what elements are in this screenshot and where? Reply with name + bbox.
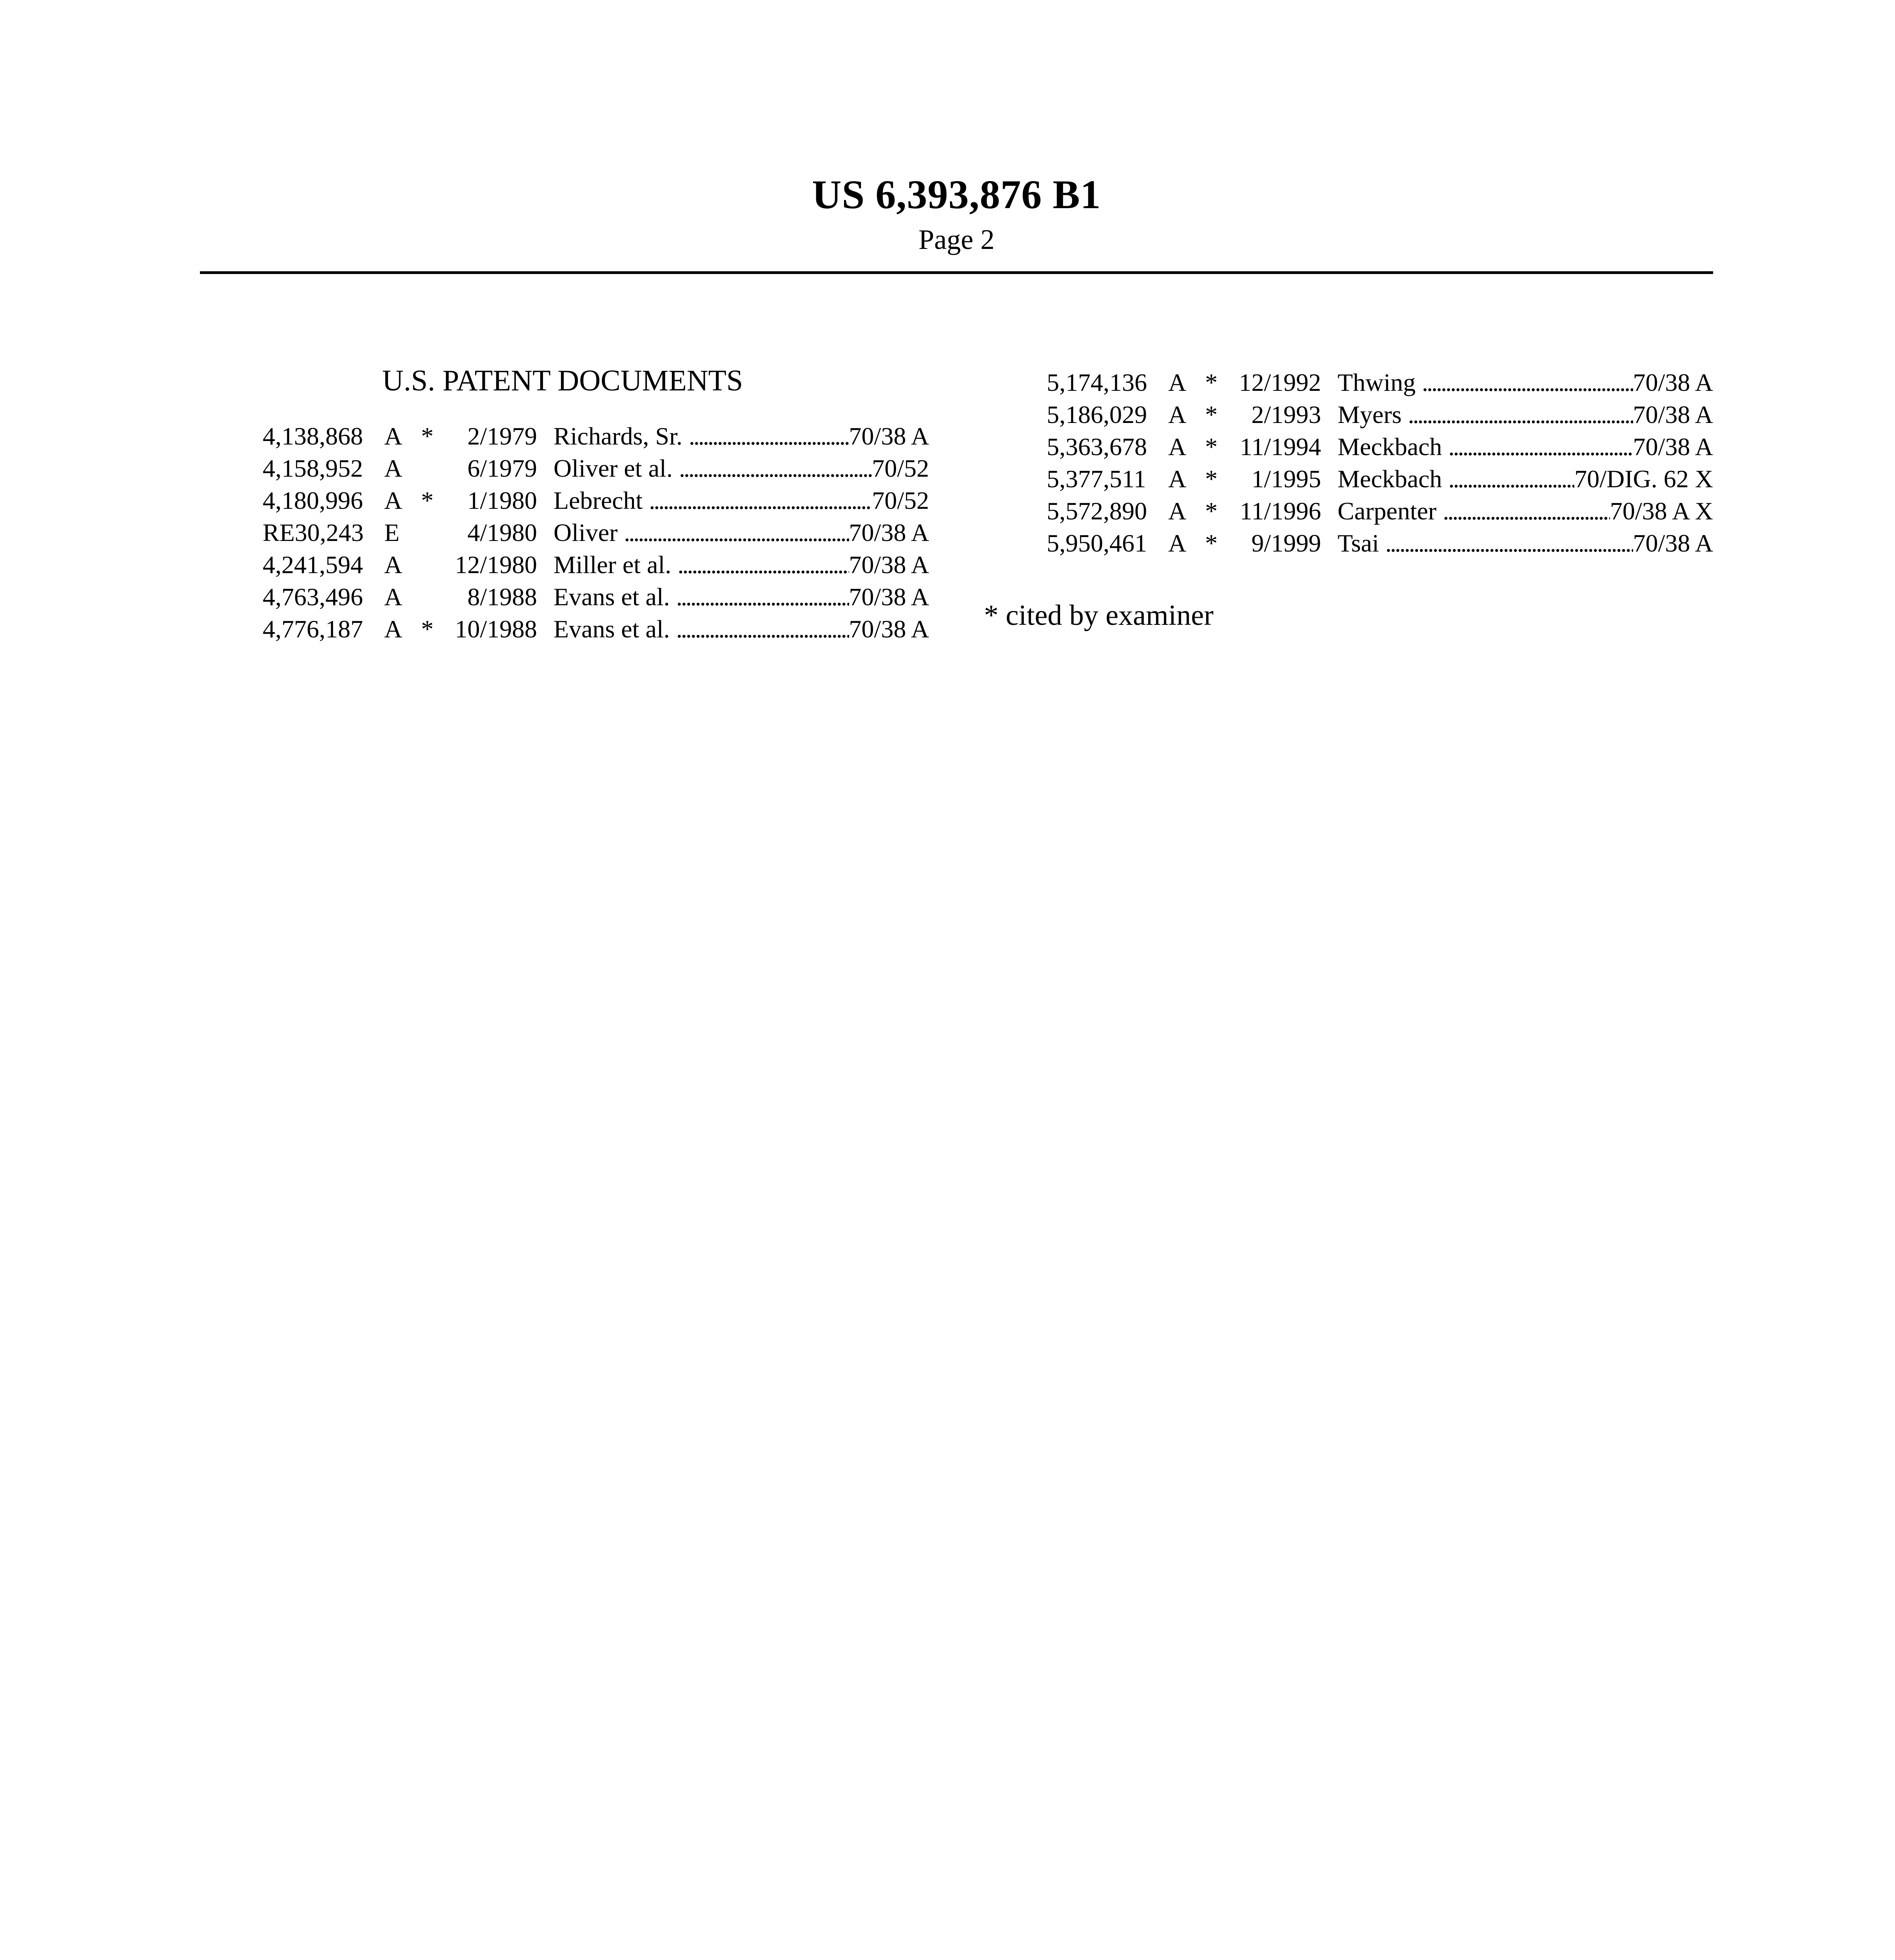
kind-code-cell: A — [384, 583, 403, 611]
date-cell: 8/1988 — [467, 583, 537, 611]
dot-leader — [670, 613, 849, 645]
section-heading: U.S. PATENT DOCUMENTS — [382, 364, 743, 397]
classification-cell: 70/38 A — [849, 519, 929, 546]
inventor-cell — [554, 485, 872, 517]
classification-cell: 70/38 A — [849, 551, 929, 579]
reference-row — [263, 613, 929, 645]
date-cell: 4/1980 — [467, 519, 537, 546]
kind-code-cell: A — [1168, 401, 1187, 428]
date-cell: 9/1999 — [1251, 529, 1321, 557]
patent-number-cell: 5,377,511 — [1047, 465, 1146, 493]
cited-by-examiner-marker: * — [1205, 529, 1218, 557]
inventor-cell — [1338, 367, 1633, 399]
inventor-name: Oliver — [554, 519, 618, 546]
classification-cell: 70/DIG. 62 X — [1574, 465, 1713, 493]
reference-row — [1047, 463, 1713, 495]
patent-number-cell: 5,174,136 — [1047, 368, 1147, 396]
reference-row — [263, 485, 929, 517]
date-cell: 2/1979 — [467, 422, 537, 450]
references-right-column — [1047, 367, 1713, 559]
dot-leader — [671, 549, 849, 581]
patent-number-cell: 5,363,678 — [1047, 433, 1147, 461]
patent-number-cell: RE30,243 — [263, 519, 364, 546]
kind-code-cell: A — [384, 454, 403, 482]
patent-number-cell: 4,776,187 — [263, 615, 363, 643]
patent-number-cell: 5,950,461 — [1047, 529, 1147, 557]
date-cell: 11/1996 — [1240, 497, 1321, 525]
date-cell: 12/1992 — [1239, 368, 1321, 396]
dot-leader — [643, 485, 872, 517]
inventor-cell — [554, 517, 849, 549]
kind-code-cell: A — [384, 615, 403, 643]
date-cell: 1/1980 — [467, 486, 537, 514]
reference-row — [263, 420, 929, 452]
cited-by-examiner-marker: * — [421, 422, 434, 450]
cited-by-examiner-marker: * — [1205, 433, 1218, 461]
dot-leader — [1379, 527, 1633, 559]
reference-row — [1047, 495, 1713, 527]
cited-by-examiner-marker: * — [1205, 497, 1218, 525]
kind-code-cell: A — [384, 486, 403, 514]
reference-row — [263, 517, 929, 549]
kind-code-cell: A — [1168, 497, 1187, 525]
kind-code-cell: E — [384, 519, 400, 546]
date-cell: 2/1993 — [1251, 401, 1321, 428]
patent-number: US 6,393,876 B1 — [812, 172, 1101, 217]
reference-row — [1047, 527, 1713, 559]
inventor-name: Tsai — [1338, 529, 1379, 557]
kind-code-cell: A — [1168, 368, 1187, 396]
inventor-name: Meckbach — [1338, 465, 1442, 493]
classification-cell: 70/38 A — [849, 615, 929, 643]
patent-number-cell: 5,572,890 — [1047, 497, 1147, 525]
reference-row — [1047, 431, 1713, 463]
patent-number-cell: 4,180,996 — [263, 486, 363, 514]
inventor-name: Evans et al. — [554, 615, 670, 643]
classification-cell: 70/38 A — [1633, 401, 1713, 428]
classification-cell: 70/38 A — [1633, 529, 1713, 557]
patent-number-cell: 4,241,594 — [263, 551, 363, 579]
page-number: Page 2 — [918, 224, 995, 256]
dot-leader — [1442, 463, 1575, 495]
inventor-cell — [554, 581, 849, 613]
inventor-cell — [554, 549, 849, 581]
cited-by-examiner-marker: * — [421, 615, 434, 643]
inventor-cell — [1338, 399, 1633, 431]
dot-leader — [1436, 495, 1610, 527]
inventor-cell — [554, 613, 849, 645]
reference-row — [263, 452, 929, 485]
kind-code-cell: A — [384, 551, 403, 579]
reference-row — [1047, 367, 1713, 399]
dot-leader — [1402, 399, 1633, 431]
patent-number-cell: 5,186,029 — [1047, 401, 1147, 428]
footnote: * cited by examiner — [984, 599, 1214, 632]
inventor-cell — [1338, 463, 1574, 495]
reference-row — [1047, 399, 1713, 431]
inventor-cell — [1338, 431, 1633, 463]
cited-by-examiner-marker: * — [1205, 401, 1218, 428]
inventor-name: Richards, Sr. — [554, 422, 682, 450]
inventor-cell — [1338, 495, 1610, 527]
date-cell: 1/1995 — [1251, 465, 1321, 493]
inventor-name: Carpenter — [1338, 497, 1437, 525]
inventor-cell — [554, 420, 849, 452]
classification-cell: 70/52 — [872, 454, 929, 482]
inventor-name: Oliver et al. — [554, 454, 673, 482]
inventor-name: Meckbach — [1338, 433, 1442, 461]
kind-code-cell: A — [1168, 529, 1187, 557]
header-divider — [200, 271, 1713, 274]
kind-code-cell: A — [1168, 465, 1187, 493]
dot-leader — [1442, 431, 1633, 463]
inventor-name: Thwing — [1338, 368, 1416, 396]
date-cell: 6/1979 — [467, 454, 537, 482]
kind-code-cell: A — [1168, 433, 1187, 461]
cited-by-examiner-marker: * — [1205, 465, 1218, 493]
page-header — [200, 172, 1713, 256]
classification-cell: 70/38 A — [849, 422, 929, 450]
classification-cell: 70/38 A — [849, 583, 929, 611]
classification-cell: 70/38 A X — [1610, 497, 1713, 525]
dot-leader — [670, 581, 849, 613]
inventor-cell — [554, 452, 872, 485]
references-left-column — [263, 420, 929, 645]
reference-row — [263, 581, 929, 613]
cited-by-examiner-marker: * — [1205, 368, 1218, 396]
patent-number-cell: 4,763,496 — [263, 583, 363, 611]
inventor-cell — [1338, 527, 1633, 559]
classification-cell: 70/38 A — [1633, 433, 1713, 461]
patent-number-cell: 4,158,952 — [263, 454, 363, 482]
kind-code-cell: A — [384, 422, 403, 450]
date-cell: 10/1988 — [455, 615, 537, 643]
classification-cell: 70/38 A — [1633, 368, 1713, 396]
cited-by-examiner-marker: * — [421, 486, 434, 514]
dot-leader — [682, 420, 849, 452]
classification-cell: 70/52 — [872, 486, 929, 514]
date-cell: 12/1980 — [455, 551, 537, 579]
patent-number-cell: 4,138,868 — [263, 422, 363, 450]
dot-leader — [1416, 367, 1633, 399]
reference-row — [263, 549, 929, 581]
inventor-name: Miller et al. — [554, 551, 672, 579]
inventor-name: Lebrecht — [554, 486, 643, 514]
inventor-name: Evans et al. — [554, 583, 670, 611]
dot-leader — [673, 452, 872, 485]
date-cell: 11/1994 — [1240, 433, 1321, 461]
inventor-name: Myers — [1338, 401, 1402, 428]
dot-leader — [618, 517, 849, 549]
